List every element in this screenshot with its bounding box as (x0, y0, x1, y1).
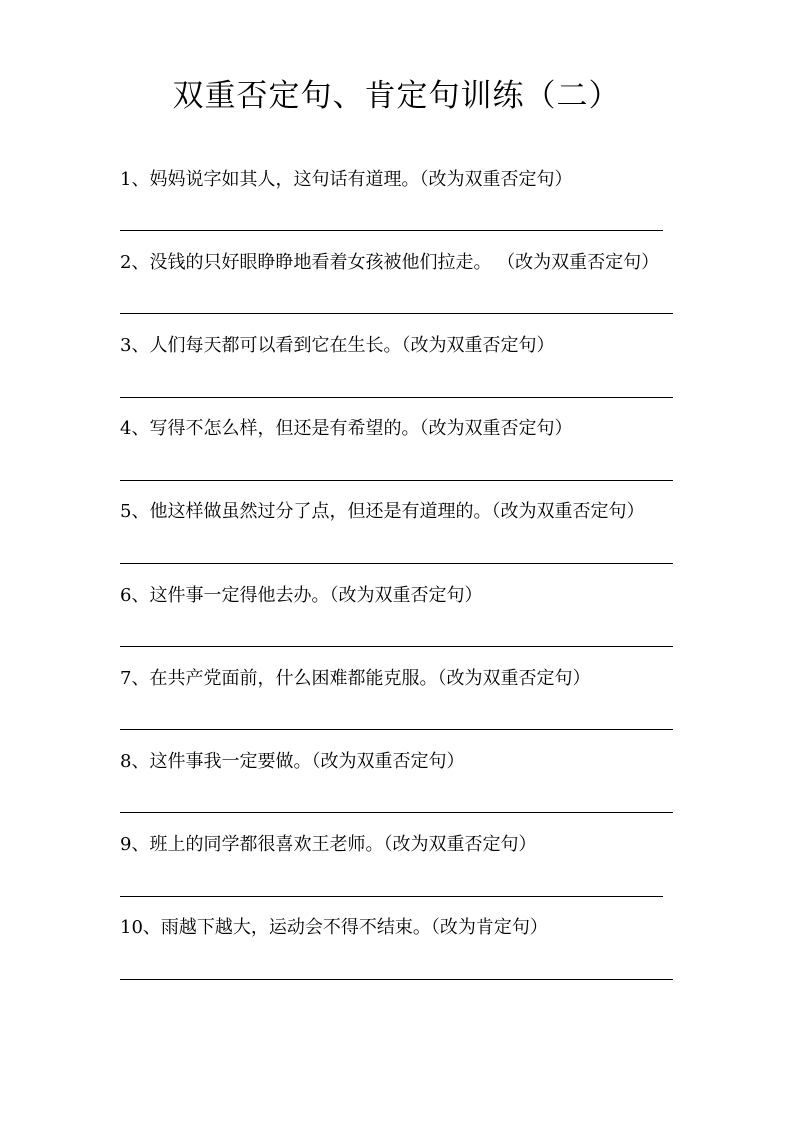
question-8 (120, 749, 464, 775)
question-text: 雨越下越大，运动会不得不结束。（改为肯定句） (160, 917, 548, 938)
answer-line-10[interactable] (120, 979, 673, 980)
question-7 (120, 666, 590, 692)
question-4 (120, 416, 572, 442)
question-number: 3、 (120, 335, 150, 356)
question-number: 10、 (120, 917, 161, 938)
question-text: 班上的同学都很喜欢王老师。（改为双重否定句） (149, 834, 537, 855)
question-9 (120, 832, 536, 858)
question-text: 这件事一定得他去办。（改为双重否定句） (149, 585, 483, 606)
question-text: 没钱的只好眼睁睁地看着女孩被他们拉走。 （改为双重否定句） (149, 252, 660, 273)
answer-line-5[interactable] (120, 563, 673, 564)
answer-line-6[interactable] (120, 646, 673, 647)
question-text: 在共产党面前，什么困难都能克服。（改为双重否定句） (149, 668, 591, 689)
question-text: 他这样做虽然过分了点，但还是有道理的。（改为双重否定句） (149, 501, 645, 522)
answer-line-8[interactable] (120, 812, 673, 813)
page-title: 双重否定句、肯定句训练（二） (172, 78, 621, 114)
answer-line-1[interactable] (120, 230, 663, 231)
question-6 (120, 583, 482, 609)
question-2 (120, 250, 659, 276)
answer-line-4[interactable] (120, 480, 673, 481)
answer-line-2[interactable] (120, 313, 673, 314)
question-number: 4、 (120, 418, 150, 439)
answer-line-9[interactable] (120, 896, 663, 897)
question-1 (120, 167, 572, 193)
question-number: 9、 (120, 834, 150, 855)
question-text: 这件事我一定要做。（改为双重否定句） (149, 751, 465, 772)
question-5 (120, 499, 644, 525)
question-number: 2、 (120, 252, 150, 273)
question-number: 6、 (120, 585, 150, 606)
question-number: 1、 (120, 169, 150, 190)
question-text: 妈妈说字如其人，这句话有道理。（改为双重否定句） (149, 169, 573, 190)
question-number: 8、 (120, 751, 150, 772)
answer-line-3[interactable] (120, 397, 673, 398)
answer-line-7[interactable] (120, 729, 673, 730)
question-number: 7、 (120, 668, 150, 689)
question-text: 人们每天都可以看到它在生长。（改为双重否定句） (149, 335, 555, 356)
question-text: 写得不怎么样，但还是有希望的。（改为双重否定句） (149, 418, 573, 439)
question-number: 5、 (120, 501, 150, 522)
question-3 (120, 333, 554, 359)
question-10 (120, 915, 548, 941)
